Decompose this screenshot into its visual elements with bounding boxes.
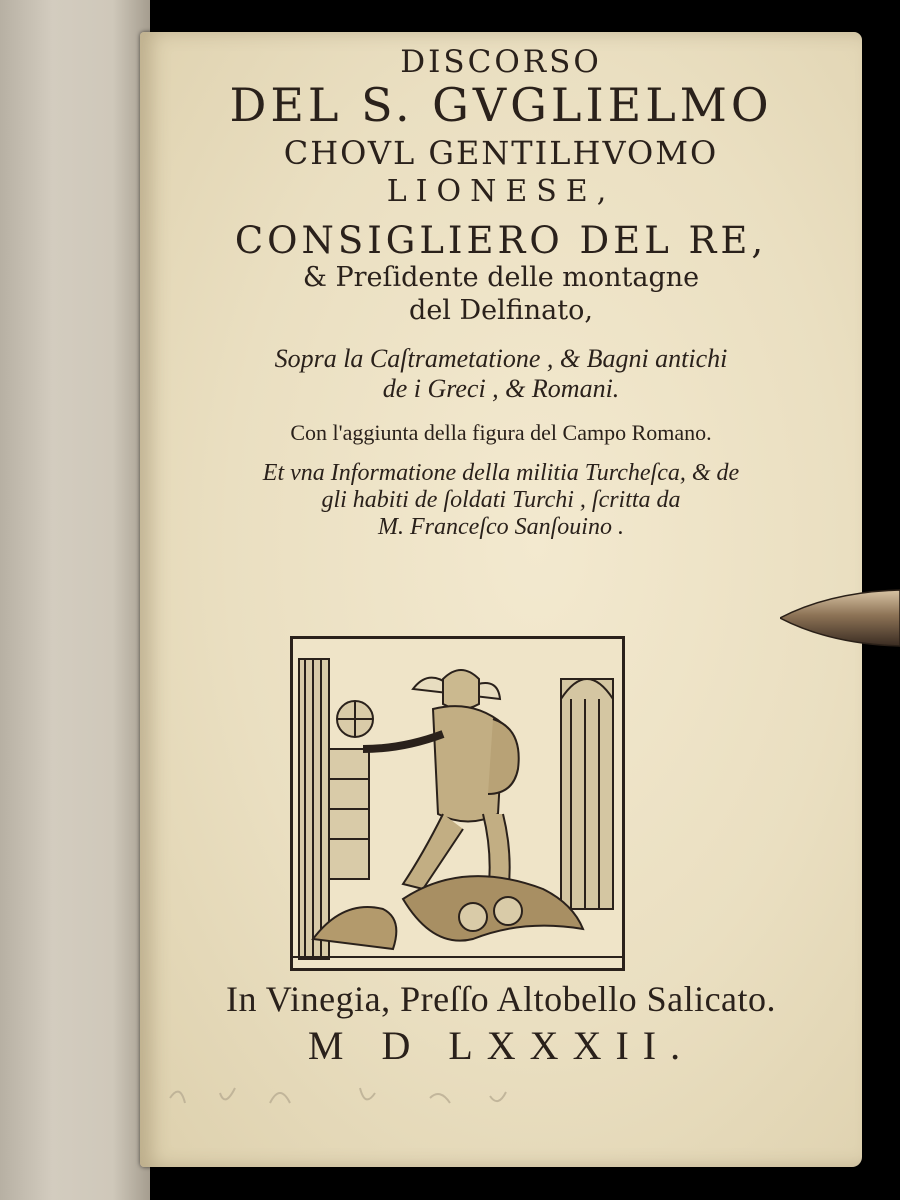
imprint-block: [140, 978, 862, 1069]
title-line-author: DEL S. GVGLIELMO: [229, 78, 773, 132]
subtitle-line-aggiunta: Con l'aggiunta della figura del Campo Romano.: [290, 420, 712, 445]
title-line-surname: CHOVL GENTILHVOMO: [283, 134, 719, 172]
title-line-presidente: & Preſidente delle montagne: [302, 262, 700, 293]
title-line-discorso: DISCORSO: [400, 44, 602, 80]
faded-handwriting-marks: [160, 1068, 760, 1128]
title-line-delfinato: del Delfinato,: [409, 295, 593, 326]
subtitle-line-sansouino: M. Franceſco Sanſouino .: [378, 514, 624, 540]
imprint-year: M D LXXXII.: [307, 1023, 695, 1068]
subtitle-line-habiti: gli habiti de ſoldati Turchi , ſcritta da: [321, 487, 681, 513]
woodcut-soldier-drawing: [293, 639, 622, 968]
metal-pointer-bookmark: [780, 586, 900, 650]
subtitle-line-informatione: Et vna Informatione della militia Turcheſca, & de: [262, 460, 740, 486]
title-block: [140, 40, 862, 541]
title-line-lionese: LIONESE,: [386, 174, 616, 209]
subtitle-line-greci: de i Greci , & Romani.: [382, 374, 620, 403]
subtitle-line-castrametatione: Sopra la Caſtrametatione , & Bagni antichi: [274, 344, 728, 373]
woodcut-illustration: [290, 636, 625, 971]
book-spine: [0, 0, 150, 1200]
imprint-place-printer: In Vinegia, Preſſo Altobello Salicato.: [225, 979, 777, 1019]
title-line-consigliero: CONSIGLIERO DEL RE,: [234, 219, 768, 262]
